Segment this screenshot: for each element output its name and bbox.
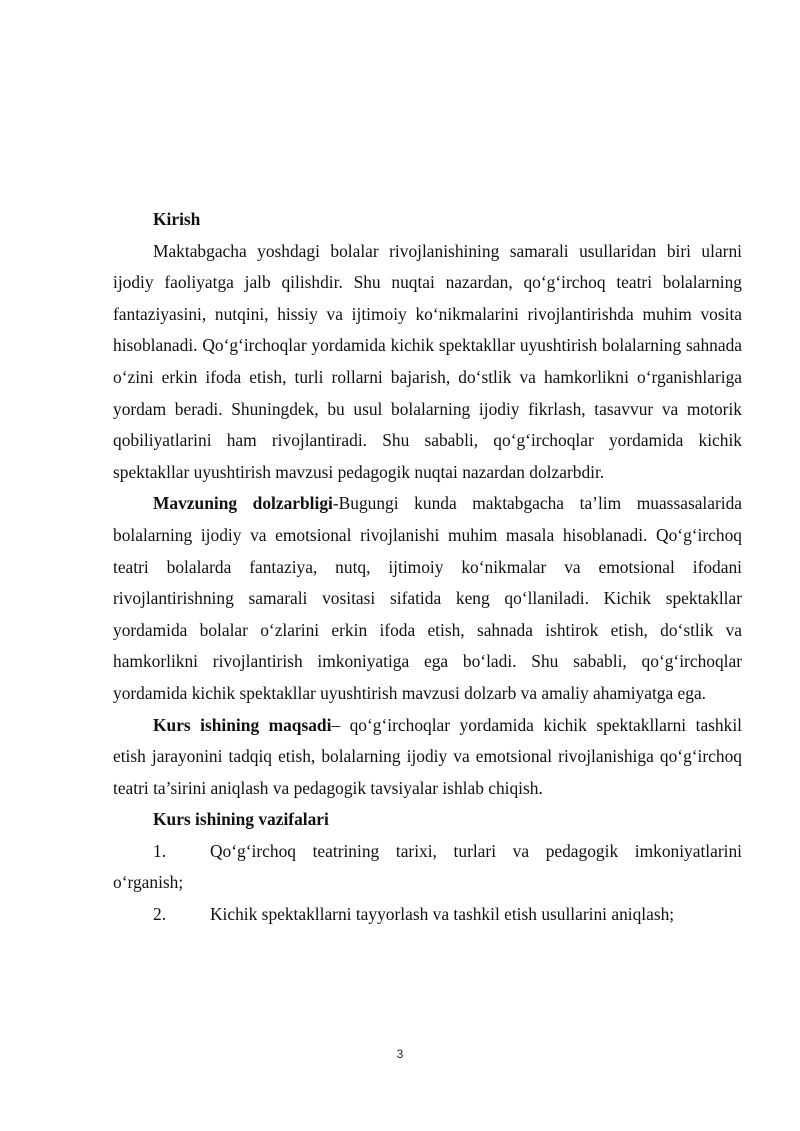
goal-paragraph xyxy=(113,710,742,805)
list-item xyxy=(113,836,742,899)
relevance-label: Mavzuning dolzarbligi xyxy=(153,493,333,514)
goal-label: Kurs ishining maqsadi xyxy=(153,714,332,735)
goal-text: – qo‘g‘irchoqlar yordamida kichik spektakllarni tashkil etish jarayonini tadqiq etish, bolalarning ijodiy va emotsional rivojlanishiga qo‘g‘irchoq teatri ta’sirini aniqlash va pedagogik tavsiyalar ishlab chiqish. xyxy=(113,714,742,798)
relevance-text: -Bugungi kunda maktabgacha ta’lim muassasalarida bolalarning ijodiy va emotsional rivojlanishi muhim masala hisoblanadi. Qo‘g‘irchoq teatri bolalarda fantaziya, nutq, ijtimoiy ko‘nikmalar va emotsional ifodani rivojlantirishning samarali vositasi sifatida keng qo‘llaniladi. Kichik spektakllar yordamida bolalar o‘zlarini erkin ifoda etish, sahnada ishtirok etish, do‘stlik va hamkorlikni rivojlantirish imkoniyatiga ega bo‘ladi. Shu sababli, qo‘g‘irchoqlar yordamida kichik spektakllar uyushtirish mavzusi dolzarb va amaliy ahamiyatga ega. xyxy=(113,493,743,703)
page-number: 3 xyxy=(396,1047,404,1061)
intro-paragraph: Maktabgacha yoshdagi bolalar rivojlanishining samarali usullaridan biri ularni ijodiy faoliyatga jalb qilishdir. Shu nuqtai nazardan, qo‘g‘irchoq teatri bolalarning fantaziyasini, nutqini, hissiy va ijtimoiy ko‘nikmalarini rivojlantirishda muhim vosita hisoblanadi. Qo‘g‘irchoqlar yordamida kichik spektakllar uyushtirish bolalarning sahnada o‘zini erkin ifoda etish, turli rollarni bajarish, do‘stlik va hamkorlikni o‘rganishlariga yordam beradi. Shuningdek, bu usul bolalarning ijodiy fikrlash, tasavvur va motorik qobiliyatlarini ham rivojlantiradi. Shu sababli, qo‘g‘irchoqlar yordamida kichik spektakllar uyushtirish mavzusi pedagogik nuqtai nazardan dolzarbdir. xyxy=(113,240,742,482)
list-item xyxy=(113,899,742,931)
tasks-heading: Kurs ishining vazifalari xyxy=(153,809,329,830)
relevance-paragraph xyxy=(113,488,742,709)
list-item-number: 2. xyxy=(153,904,167,925)
list-item-text: Qo‘g‘irchoq teatrining tarixi, turlari va pedagogik imkoniyatlarini o‘rganish; xyxy=(113,840,742,893)
list-item-number: 1. xyxy=(153,840,167,861)
section-heading-intro: Kirish xyxy=(153,209,201,229)
document-page xyxy=(113,204,742,931)
list-item-text: Kichik spektakllarni tayyorlash va tashkil etish usullarini aniqlash; xyxy=(210,904,675,925)
